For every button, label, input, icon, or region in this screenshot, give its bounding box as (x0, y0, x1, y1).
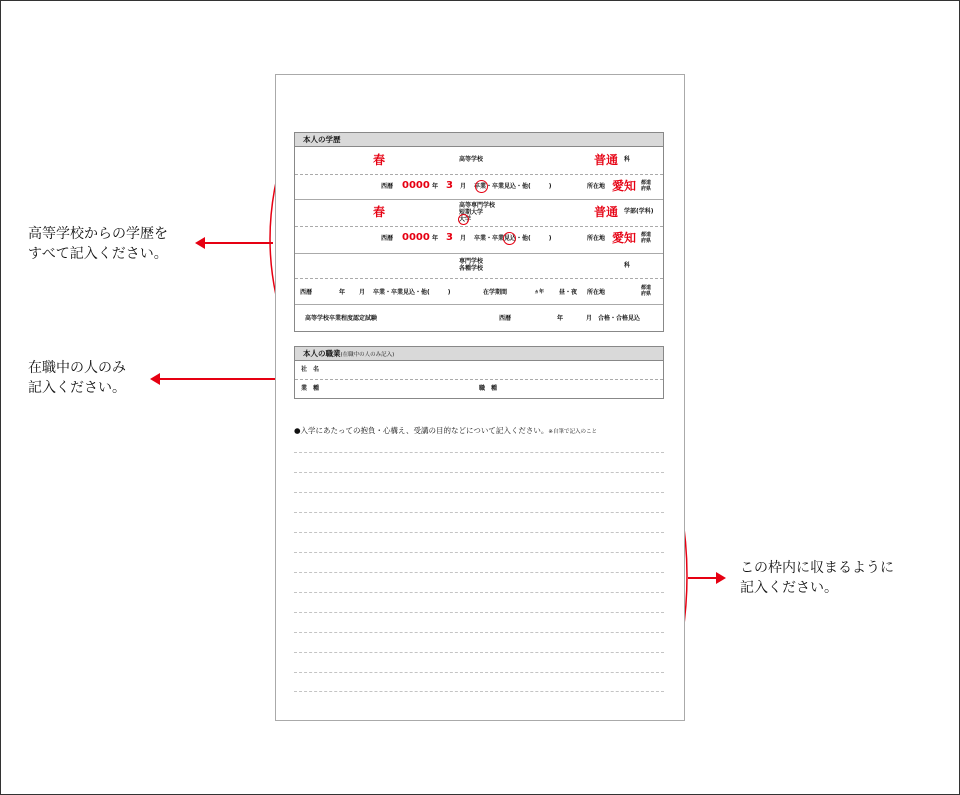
row2-school-type-1: 高等専門学校 (459, 202, 496, 209)
row1-season[interactable]: 春 (373, 153, 386, 167)
row3-location-label: 所在地 (587, 289, 606, 296)
occupation-box (294, 346, 664, 399)
row2-month[interactable]: 3 (446, 232, 453, 243)
row2-year[interactable]: 0000 (402, 232, 430, 243)
industry-label: 業 種 (301, 385, 320, 392)
essay-prompt (294, 427, 597, 436)
row2-pref-suffix: 都道府県 (641, 232, 652, 244)
row3-era: 西暦 (300, 289, 313, 296)
row3-bottom-line (295, 304, 663, 305)
company-label: 社 名 (301, 366, 320, 373)
row3-school-type-2: 各種学校 (459, 265, 484, 272)
row3-course-suffix: 科 (624, 262, 631, 269)
row1-era: 西暦 (381, 183, 394, 190)
occupation-note-line2: 記入ください。 (28, 380, 126, 396)
essay-line (294, 572, 664, 573)
row2-course[interactable]: 普通 (594, 205, 619, 219)
essay-line (294, 592, 664, 593)
essay-note-line2: 記入ください。 (740, 580, 838, 596)
row1-year-unit: 年 (432, 183, 439, 190)
essay-line (294, 492, 664, 493)
essay-line (294, 612, 664, 613)
essay-line (294, 452, 664, 453)
row4-result: 合格・合格見込 (598, 315, 641, 322)
occupation-divider (295, 379, 663, 380)
row3-period-unit: ヵ年 (534, 289, 545, 295)
job-label: 職 種 (479, 385, 498, 392)
row1-bottom-line (295, 199, 663, 200)
essay-line (294, 672, 664, 673)
row2-prefecture[interactable]: 愛知 (612, 231, 637, 245)
row1-school-type: 高等学校 (459, 156, 484, 163)
row3-status: 卒業・卒業見込・他( ) (373, 289, 451, 296)
row1-pref-suffix: 都道府県 (641, 180, 652, 192)
row1-location-label: 所在地 (587, 183, 606, 190)
row1-course[interactable]: 普通 (594, 153, 619, 167)
row2-course-suffix: 学部(学科) (624, 208, 654, 215)
row3-divider (295, 278, 663, 279)
row2-divider (295, 226, 663, 227)
essay-note (740, 558, 894, 598)
row2-season[interactable]: 春 (373, 205, 386, 219)
row2-status: 卒業・卒業見込・他( ) (474, 235, 552, 242)
occupation-header-note: (在職中の人のみ記入) (340, 352, 395, 358)
occupation-arrow (158, 378, 288, 380)
essay-prompt-text: ●入学にあたっての抱負・心構え、受講の目的などについて記入ください。 (294, 426, 549, 435)
row1-graduated-circle (475, 180, 488, 193)
occupation-note (28, 358, 126, 398)
occupation-header (295, 347, 663, 361)
row4-month-unit: 月 (586, 315, 593, 322)
essay-line (294, 532, 664, 533)
essay-line (294, 512, 664, 513)
row2-expected-circle (503, 232, 516, 245)
row1-month[interactable]: 3 (446, 180, 453, 191)
education-note-line2: すべて記入ください。 (28, 246, 168, 262)
education-header: 本人の学歴 (295, 133, 663, 147)
row3-time: 昼・夜 (559, 289, 578, 296)
row3-pref-suffix: 都道府県 (641, 285, 652, 297)
row1-year[interactable]: 0000 (402, 180, 430, 191)
education-box (294, 132, 664, 332)
essay-note-small: ※自筆で記入のこと (548, 429, 597, 435)
row2-university-circle (458, 214, 472, 225)
row2-era: 西暦 (381, 235, 394, 242)
essay-line (294, 552, 664, 553)
application-sheet (275, 74, 685, 721)
education-note-line1: 高等学校からの学歴を (28, 226, 168, 242)
row1-divider (295, 174, 663, 175)
row2-school-type-3: 大学 (459, 216, 472, 223)
row1-prefecture[interactable]: 愛知 (612, 179, 637, 193)
essay-line (294, 632, 664, 633)
row1-course-suffix: 科 (624, 156, 631, 163)
row4-year-unit: 年 (557, 315, 564, 322)
row2-school-type-2: 短期大学 (459, 209, 484, 216)
essay-line (294, 691, 664, 692)
occupation-note-line1: 在職中の人のみ (28, 360, 126, 376)
row1-status: 卒業・卒業見込・他( ) (474, 183, 552, 190)
row2-bottom-line (295, 253, 663, 254)
row4-exam: 高等学校卒業程度認定試験 (305, 315, 378, 322)
essay-note-line1: この枠内に収まるように (740, 560, 894, 576)
row2-month-unit: 月 (460, 235, 467, 242)
essay-line (294, 472, 664, 473)
occupation-header-title: 本人の職業 (303, 349, 341, 358)
row4-era: 西暦 (499, 315, 512, 322)
row1-month-unit: 月 (460, 183, 467, 190)
row2-location-label: 所在地 (587, 235, 606, 242)
row2-year-unit: 年 (432, 235, 439, 242)
essay-line (294, 652, 664, 653)
row3-month-unit: 月 (359, 289, 366, 296)
education-note (28, 224, 168, 264)
row3-period-label: 在学期間 (483, 289, 508, 296)
row3-school-type-1: 専門学校 (459, 258, 484, 265)
row3-year-unit: 年 (339, 289, 346, 296)
